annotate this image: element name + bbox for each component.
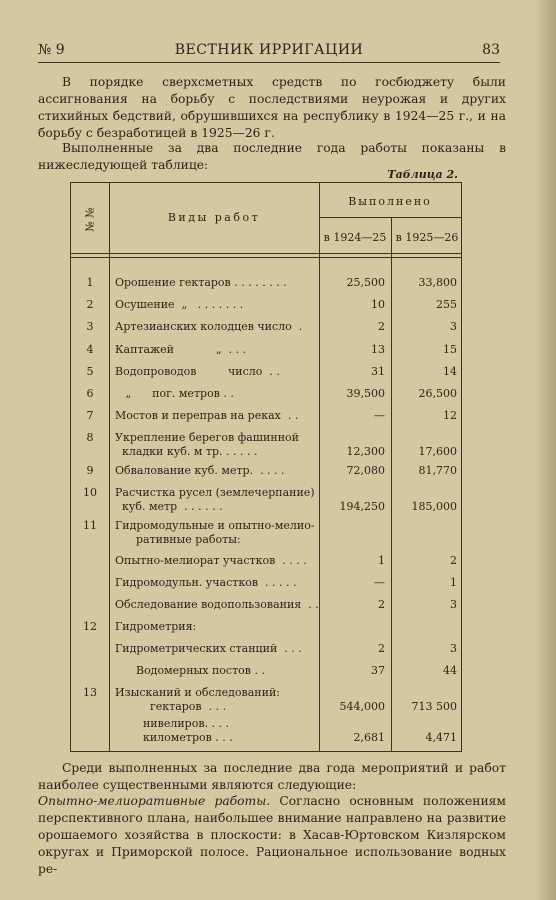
header-number: № № [83,207,97,232]
value-1925-26: 14 [443,365,457,378]
header-rule-bottom [71,257,461,258]
value-1924-25: 2,681 [353,731,385,744]
paragraph-budget: В порядке сверхсметных средств по госбюджету были ассигнования на борьбу с последствиями неурожая и других стихийных бедствий, обрушившихся на республику в 1924—25 г., и на борьбу с безработицей в 1925—26 г. [38,75,506,140]
journal-title: ВЕСТНИК ИРРИГАЦИИ [174,42,364,58]
row-work-name: Обвалование куб. метр. . . . . [115,464,285,477]
header-subrule [319,217,461,218]
row-work-name: Гидромодульные и опытно-мелио- ративные работы: [115,519,315,546]
row-number: 4 [86,343,94,356]
row-work-name: Обследование водопользования . . [115,598,319,611]
header-completed: Выполнено [348,195,432,208]
row-work-name: Укрепление берегов фашинной кладки куб. м тр. . . . . . [115,431,299,458]
value-1925-26: 33,800 [418,276,457,289]
value-1925-26: 4,471 [425,731,457,744]
value-1924-25: 31 [371,365,385,378]
row-number: 3 [86,320,94,333]
row-number: 10 [83,486,97,499]
value-1925-26: 713 500 [411,700,457,713]
value-1925-26: 81,770 [418,464,457,477]
row-work-name: Мостов и переправ на реках . . [115,409,299,422]
value-1924-25: 37 [371,664,385,677]
page-fold-shadow [534,0,556,900]
row-work-name: Расчистка русел (землечерпание) куб. метр . . . . . . [115,486,315,513]
section-heading: Опытно-мелиоративные работы. [38,794,271,808]
row-work-name: Гидрометрия: [115,620,197,633]
row-number: 11 [83,519,97,532]
value-1924-25: 12,300 [346,445,385,458]
row-work-name: Опытно-мелиорат участков . . . . [115,554,307,567]
row-number: 7 [86,409,94,422]
row-work-name: Изысканий и обследований: гектаров . . . [115,686,281,713]
header-year-1924: в 1924—25 [323,231,387,244]
value-1924-25: 1 [378,554,385,567]
value-1924-25: 13 [371,343,385,356]
value-1924-25: 2 [378,642,385,655]
value-1925-26: 44 [443,664,457,677]
value-1924-25: — [374,409,385,422]
value-1925-26: 1 [450,576,457,589]
paragraph-experimental-works: Опытно-мелиоративные работы. Согласно основным положениям перспективного плана, наибольшее внимание направлено на развитие орошаемого хозяйства в плоскости: в Хасав-Юртовском Кизлярском округах и Приморской полосе. Рациональное использование водных ре- [38,794,506,876]
works-table [70,182,462,752]
value-1925-26: 2 [450,554,457,567]
value-1925-26: 3 [450,598,457,611]
row-work-name: Каптажей „ . . . [115,343,247,356]
row-work-name: Гидромодульн. участков . . . . . [115,576,297,589]
value-1924-25: — [374,576,385,589]
row-work-name: Артезианских колодцев число . [115,320,303,333]
row-work-name: Орошение гектаров . . . . . . . . [115,276,287,289]
paragraph-intro-table: Выполненные за два последние года работы показаны в нижеследующей таблице: [38,141,506,172]
row-work-name: нивелиров. . . . километров . . . [142,717,233,744]
value-1924-25: 10 [371,298,385,311]
row-work-name: „ пог. метров . . [115,387,234,400]
row-number: 6 [86,387,94,400]
value-1925-26: 3 [450,320,457,333]
value-1925-26: 12 [443,409,457,422]
row-number: 9 [86,464,94,477]
row-number: 12 [83,620,97,633]
value-1925-26: 26,500 [418,387,457,400]
header-year-1925: в 1925—26 [395,231,459,244]
value-1925-26: 185,000 [411,500,457,513]
value-1924-25: 72,080 [346,464,385,477]
row-work-name: Гидрометрических станций . . . [115,642,302,655]
row-work-name: Осушение „ . . . . . . . [115,298,244,311]
value-1924-25: 2 [378,598,385,611]
row-number: 2 [86,298,94,311]
value-1924-25: 2 [378,320,385,333]
header-rule [38,62,500,63]
value-1925-26: 3 [450,642,457,655]
issue-number: № 9 [38,42,65,58]
paragraph-summary: Среди выполненных за последние два года мероприятий и работ наиболее существенными являются следующие: [38,761,506,792]
row-number: 13 [83,686,97,699]
value-1924-25: 25,500 [346,276,385,289]
page-number: 83 [482,42,500,58]
row-number: 8 [86,431,94,444]
col-divider [109,183,110,751]
running-header [38,40,500,62]
row-number: 5 [86,365,94,378]
value-1925-26: 255 [436,298,457,311]
header-rule-top [71,253,461,254]
row-work-name: Водопроводов число . . [115,365,280,378]
value-1924-25: 194,250 [339,500,385,513]
value-1925-26: 17,600 [418,445,457,458]
value-1925-26: 15 [443,343,457,356]
row-number: 1 [86,276,94,289]
value-1924-25: 39,500 [346,387,385,400]
header-work-kind: Виды работ [167,211,261,224]
value-1924-25: 544,000 [339,700,385,713]
table-caption: Таблица 2. [387,168,458,181]
row-work-name: Водомерных постов . . [115,664,265,677]
